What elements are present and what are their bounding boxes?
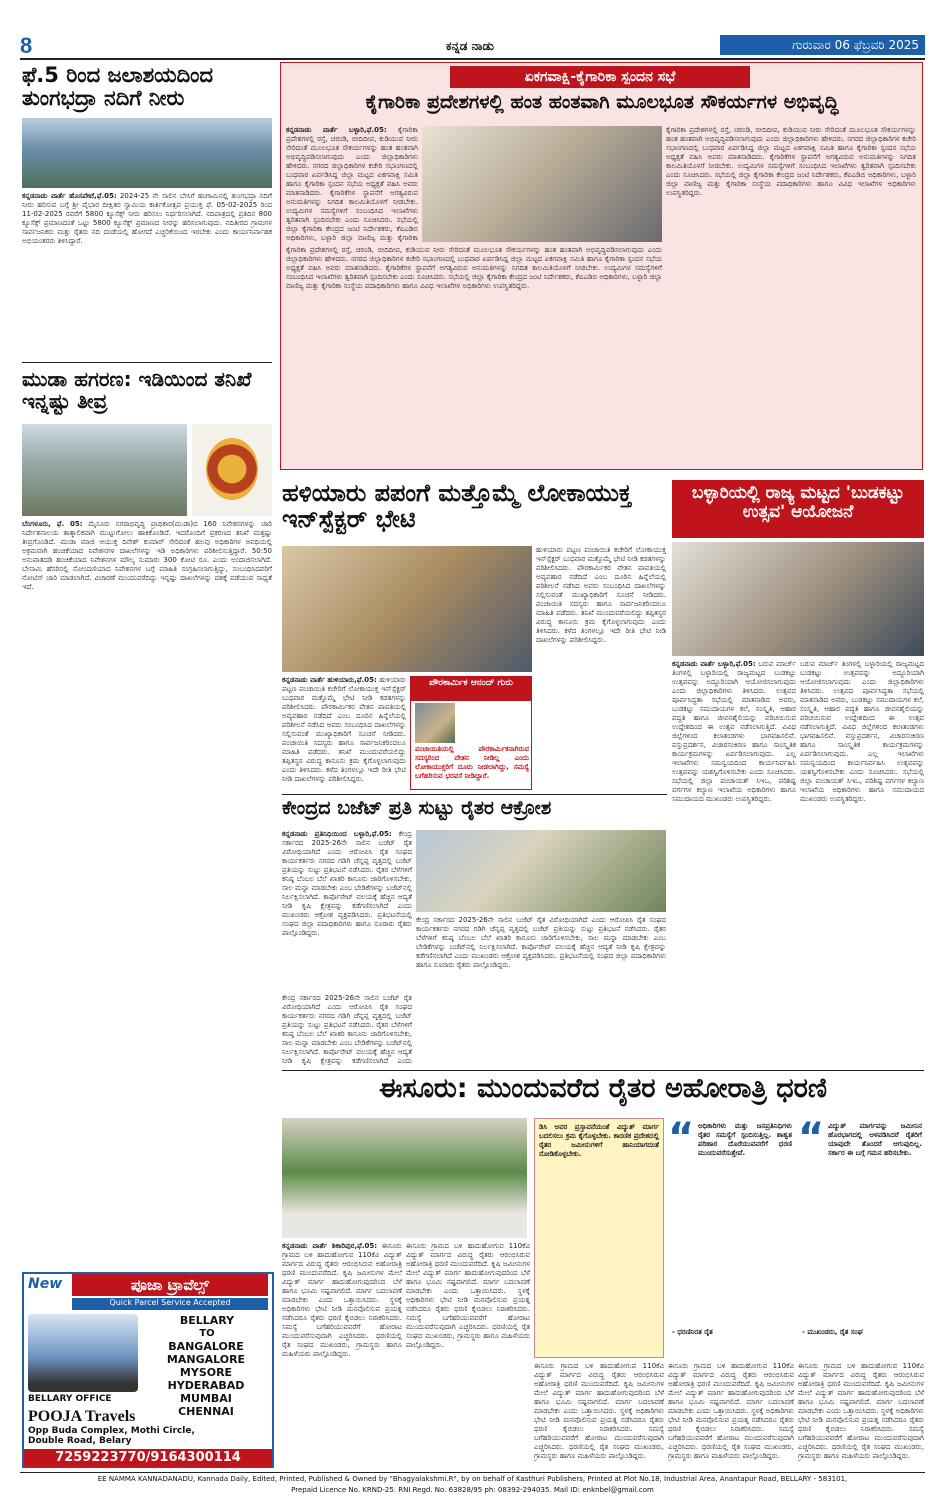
utsav-body-col1 [672,660,796,1066]
budget-body-col2 [416,916,666,1066]
worker-photo [415,703,455,743]
eesuru-sub-box [534,1118,664,1358]
quote2-text: ವಿದ್ಯುತ್ ಮಾರ್ಗವನ್ನು ಜಮೀನಿನ ಹೊರಭಾಗದಲ್ಲಿ ಅಳವಡಿಸಿದರೆ ರೈತರಿಗೆ ಯಾವುದೇ ತೊಂದರೆ ಆಗುವುದಿಲ್ಲ. ಸರ್ಕಾರ ಈ ಬಗ್ಗೆ ಗಮನ ಹರಿಸಬೇಕು. [828,1122,922,1157]
route-to: TO [199,1328,215,1339]
quote2-author: - ಮುಖಂಡರು, ರೈತ ಸಂಘ [802,1328,863,1336]
lokayukta-text: ಹುಳಿಯಾರು ಪಟ್ಟಣ ಪಂಚಾಯಿತಿ ಕಚೇರಿಗೆ ಲೋಕಾಯುಕ್ತ ಇನ್‌ಸ್ಪೆಕ್ಟರ್ ಬುಧವಾರ ಮತ್ತೊಮ್ಮೆ ಭೇಟಿ ನೀಡಿ ಕಡತಗಳನ್ನು ಪರಿಶೀಲಿಸಿದರು. ಪೌರಕಾರ್ಮಿಕರ ವೇತನ ಪಾವತಿಯಲ್ಲಿ ಅವ್ಯವಹಾರ ನಡೆದಿದೆ ಎಂಬ ದೂರಿನ ಹಿನ್ನೆಲೆಯಲ್ಲಿ ಪರಿಶೀಲನೆ ನಡೆಸಿದ ಅವರು ಸಂಬಂಧಿಸಿದ ದಾಖಲೆಗಳನ್ನು ಸಲ್ಲಿಸುವಂತೆ ಮುಖ್ಯಾಧಿಕಾರಿಗೆ ಸೂಚನೆ ನೀಡಿದರು. ಪಂಚಾಯಿತಿ ಸದಸ್ಯರು ಹಾಗೂ ಸಾರ್ವಜನಿಕರಿಂದಲೂ ಮಾಹಿತಿ ಪಡೆದರು. ತನಿಖೆ ಮುಂದುವರೆಯಲಿದ್ದು ತಪ್ಪಿತಸ್ಥರ ವಿರುದ್ಧ ಕಾನೂನು ಕ್ರಮ ಕೈಗೊಳ್ಳಲಾಗುವುದು ಎಂದು ತಿಳಿಸಿದರು. ಕಳೆದ ತಿಂಗಳಲ್ಲೂ ಇದೇ ರೀತಿ ಭೇಟಿ ನೀಡಿ ದಾಖಲೆಗಳನ್ನು ಪರಿಶೀಲಿಸಿದ್ದರು. [282,676,406,783]
lokayukta-dateline: ಕನ್ನಡನಾಡು ವಾರ್ತೆ ಹುಳಿಯಾರು,ಫೆ.05: [282,676,377,684]
eesuru-text: ಈಸೂರು ಗ್ರಾಮದ ಬಳಿ ಹಾದುಹೋಗುವ 110ಕೆವಿ ವಿದ್ಯುತ್ ಮಾರ್ಗದ ವಿರುದ್ಧ ರೈತರು ಆರಂಭಿಸಿರುವ ಅಹೋರಾತ್ರಿ ಧರಣಿ ಮುಂದುವರೆದಿದೆ. ಕೃಷಿ ಜಮೀನುಗಳ ಮೇಲೆ ವಿದ್ಯುತ್ ಮಾರ್ಗ ಹಾದುಹೋಗುವುದರಿಂದ ಬೆಳೆ ಹಾಗೂ ಭೂಮಿ ನಷ್ಟವಾಗಲಿದೆ. ಮಾರ್ಗ ಬದಲಾವಣೆ ಮಾಡಬೇಕು ಎಂದು ಒತ್ತಾಯಿಸಿದರು. ಸ್ಥಳಕ್ಕೆ ಅಧಿಕಾರಿಗಳು ಭೇಟಿ ನೀಡಿ ಮನವೊಲಿಸುವ ಪ್ರಯತ್ನ ನಡೆಸಿದರೂ ರೈತರು ಧರಣಿ ಕೈಬಿಡಲು ನಿರಾಕರಿಸಿದರು. ಸಮಸ್ಯೆ ಬಗೆಹರಿಯುವವರೆಗೆ ಹೋರಾಟ ಮುಂದುವರೆಸುವುದಾಗಿ ಎಚ್ಚರಿಸಿದರು. ಧರಣಿಯಲ್ಲಿ ರೈತ ಸಂಘದ ಮುಖಂಡರು, ಗ್ರಾಮಸ್ಥರು ಹಾಗೂ ಮಹಿಳೆಯರು ಪಾಲ್ಗೊಂಡಿದ್ದರು. [282,1242,402,1358]
eesuru-sub-text: ಡಿಸಿ ಅವರ ಪ್ರಸ್ತಾವನೆಯಂತೆ ವಿದ್ಯುತ್ ಮಾರ್ಗ ಬದಲಿಸಲು ಕ್ರಮ ಕೈಗೊಳ್ಳಬೇಕು. ಕಾರಣಿಕ ಪ್ರದೇಶದಲ್ಲಿ ರೈತರ ಜಮೀನುಗಳಿಗೆ ಹಾನಿಯಾಗದಂತೆ ನೋಡಿಕೊಳ್ಳಬೇಕು. [539,1123,659,1158]
lokayukta-photo [282,546,532,672]
footer-imprint-2: Prepaid Licence No. KRND-25. RNI Regd. No. 63828/95 ph: 08392-294035. Mail ID: enknbel@gmail.com [291,1486,654,1494]
lokayukta-box-text: ಪಂಚಾಯಿತಿಯಲ್ಲಿ ಪೌರಕಾರ್ಮಿಕನಾಗಿರುವ ಸದಸ್ಯರಿಂದ ವೇತನ ನೀಡಿಲ್ಲ ಎಂದು ಲೋಕಾಯುಕ್ತರಿಗೆ ದೂರು ನೀಡಲಾಗಿದ್ದು, ಸಮಸ್ಯೆ ಬಗೆಹರಿಸುವ ಭರವಸೆ ನೀಡಿದ್ದಾರೆ. [415,745,529,780]
eesuru-body-col2 [406,1242,530,1468]
industry-kicker: ಏಕಗವಾಕ್ಷಿ-ಕೈಗಾರಿಕಾ ಸ್ಪಂದನ ಸಭೆ [450,66,750,88]
ed-logo [192,424,272,516]
industry-body-col1 [286,126,418,242]
budget-body-col3 [282,994,412,1066]
page-number: 8 [20,33,33,58]
industry-body-col2 [286,246,662,466]
utsav-headline: ಬಳ್ಳಾರಿಯಲ್ಲಿ ರಾಜ್ಯ ಮಟ್ಟದ 'ಬುಡಕಟ್ಟು ಉತ್ಸವ' ಆಯೋಜನೆ [691,484,905,522]
lokayukta-box-title: ಪೌರಕಾರ್ಮಿಕ ಆನಂದ್ ಗುರು [411,677,531,701]
issue-date: ಗುರುವಾರ 06 ಫೆಬ್ರವರಿ 2025 [720,35,925,55]
destination: CHENNAI [178,1405,234,1418]
lokayukta-body-col-right [536,546,666,790]
budget-dateline: ಕನ್ನಡನಾಡು ಪ್ರತಿನಿಧಿಯಿಂದ ಬಳ್ಳಾರಿ,ಫೆ.05: [282,830,392,838]
destination: MANGALORE [166,1353,246,1366]
page-header [20,33,925,59]
utsav-text-cont: ಬರುವ ಮಾರ್ಚ್ ತಿಂಗಳಲ್ಲಿ ಬಳ್ಳಾರಿಯಲ್ಲಿ ರಾಜ್ಯಮಟ್ಟದ ಬುಡಕಟ್ಟು ಉತ್ಸವವನ್ನು ಅದ್ದೂರಿಯಾಗಿ ಆಯೋಜಿಸಲಾಗುವುದು ಎಂದು ಜಿಲ್ಲಾಧಿಕಾರಿಗಳು ತಿಳಿಸಿದರು. ಉತ್ಸವದ ಪೂರ್ವಸಿದ್ಧತಾ ಸಭೆಯಲ್ಲಿ ಮಾತನಾಡಿದ ಅವರು, ಬುಡಕಟ್ಟು ಸಮುದಾಯಗಳ ಕಲೆ, ಸಂಸ್ಕೃತಿ, ಆಹಾರ ಪದ್ಧತಿ ಹಾಗೂ ಜೀವನಶೈಲಿಯನ್ನು ಪರಿಚಯಿಸುವ ಉದ್ದೇಶದಿಂದ ಈ ಉತ್ಸವ ನಡೆಸಲಾಗುತ್ತಿದೆ. ವಿವಿಧ ಜಿಲ್ಲೆಗಳಿಂದ ಕಲಾತಂಡಗಳು ಭಾಗವಹಿಸಲಿವೆ. ವಸ್ತುಪ್ರದರ್ಶನ, ವಿಚಾರಸಂಕಿರಣ ಹಾಗೂ ಸಾಂಸ್ಕೃತಿಕ ಕಾರ್ಯಕ್ರಮಗಳನ್ನು ಏರ್ಪಡಿಸಲಾಗುವುದು. ಎಲ್ಲ ಇಲಾಖೆಗಳು ಸಮನ್ವಯದಿಂದ ಕಾರ್ಯನಿರ್ವಹಿಸಿ ಉತ್ಸವವನ್ನು ಯಶಸ್ವಿಗೊಳಿಸಬೇಕು ಎಂದು ಸೂಚಿಸಿದರು. ಸಭೆಯಲ್ಲಿ ಜಿಲ್ಲಾ ಪಂಚಾಯತ್ ಸಿಇಒ, ಪರಿಶಿಷ್ಟ ವರ್ಗಗಳ ಕಲ್ಯಾಣ ಇಲಾಖೆಯ ಅಧಿಕಾರಿಗಳು ಹಾಗೂ ಸಮುದಾಯದ ಮುಖಂಡರು ಉಪಸ್ಥಿತರಿದ್ದರು. [800,660,924,803]
divider [282,1070,924,1071]
ad-tagline: Quick Parcel Service Accepted [72,1298,268,1310]
industry-text-cont: ಕೈಗಾರಿಕಾ ಪ್ರದೇಶಗಳಲ್ಲಿ ರಸ್ತೆ, ಚರಂಡಿ, ಬೀದಿದೀಪ, ಕುಡಿಯುವ ನೀರು ಸೇರಿದಂತೆ ಮೂಲಭೂತ ಸೌಕರ್ಯಗಳನ್ನು ಹಂತ ಹಂತವಾಗಿ ಅಭಿವೃದ್ಧಿಪಡಿಸಲಾಗುವುದು ಎಂದು ಜಿಲ್ಲಾಧಿಕಾರಿಗಳು ಹೇಳಿದರು. ನಗರದ ಜಿಲ್ಲಾಧಿಕಾರಿಗಳ ಕಚೇರಿ ಸಭಾಂಗಣದಲ್ಲಿ ಬುಧವಾರ ಏರ್ಪಡಿಸಿದ್ದ ಜಿಲ್ಲಾ ಮಟ್ಟದ ಏಕಗವಾಕ್ಷಿ ಸಮಿತಿ ಹಾಗೂ ಕೈಗಾರಿಕಾ ಸ್ಪಂದನ ಸಭೆಯ ಅಧ್ಯಕ್ಷತೆ ವಹಿಸಿ ಅವರು ಮಾತನಾಡಿದರು. ಕೈಗಾರಿಕೆಗಳ ಸ್ಥಾಪನೆಗೆ ಅಗತ್ಯವಿರುವ ಅನುಮತಿಗಳನ್ನು ನಿಗದಿತ ಕಾಲಮಿತಿಯೊಳಗೆ ನೀಡಬೇಕು. ಉದ್ಯಮಿಗಳ ಸಮಸ್ಯೆಗಳಿಗೆ ಸಂಬಂಧಿಸಿದ ಇಲಾಖೆಗಳು ತ್ವರಿತವಾಗಿ ಸ್ಪಂದಿಸಬೇಕು ಎಂದು ಸೂಚಿಸಿದರು. ಸಭೆಯಲ್ಲಿ ಜಿಲ್ಲಾ ಕೈಗಾರಿಕಾ ಕೇಂದ್ರದ ಜಂಟಿ ನಿರ್ದೇಶಕರು, ಕೆಐಎಡಿಬಿ ಅಧಿಕಾರಿಗಳು, ಬಳ್ಳಾರಿ ಜಿಲ್ಲಾ ವಾಣಿಜ್ಯ ಮತ್ತು ಕೈಗಾರಿಕಾ ಸಂಸ್ಥೆಯ ಪದಾಧಿಕಾರಿಗಳು ಹಾಗೂ ವಿವಿಧ ಇಲಾಖೆಗಳ ಅಧಿಕಾರಿಗಳು ಉಪಸ್ಥಿತರಿದ್ದರು. [286,246,662,290]
ad-pooja-travels [22,1272,274,1468]
ad-address1: Opp Buda Complex, Mothi Circle, [28,1426,195,1436]
meeting-photo [422,126,662,242]
budget-headline: ಕೇಂದ್ರದ ಬಜೆಟ್ ಪ್ರತಿ ಸುಟ್ಟು ರೈತರ ಆಕ್ರೋಶ [282,798,552,819]
quote-icon: “ [798,1115,825,1161]
quote-box-1 [668,1115,794,1358]
destination: MUMBAI [180,1392,232,1405]
utsav-text: ಬರುವ ಮಾರ್ಚ್ ತಿಂಗಳಲ್ಲಿ ಬಳ್ಳಾರಿಯಲ್ಲಿ ರಾಜ್ಯಮಟ್ಟದ ಬುಡಕಟ್ಟು ಉತ್ಸವವನ್ನು ಅದ್ದೂರಿಯಾಗಿ ಆಯೋಜಿಸಲಾಗುವುದು ಎಂದು ಜಿಲ್ಲಾಧಿಕಾರಿಗಳು ತಿಳಿಸಿದರು. ಉತ್ಸವದ ಪೂರ್ವಸಿದ್ಧತಾ ಸಭೆಯಲ್ಲಿ ಮಾತನಾಡಿದ ಅವರು, ಬುಡಕಟ್ಟು ಸಮುದಾಯಗಳ ಕಲೆ, ಸಂಸ್ಕೃತಿ, ಆಹಾರ ಪದ್ಧತಿ ಹಾಗೂ ಜೀವನಶೈಲಿಯನ್ನು ಪರಿಚಯಿಸುವ ಉದ್ದೇಶದಿಂದ ಈ ಉತ್ಸವ ನಡೆಸಲಾಗುತ್ತಿದೆ. ವಿವಿಧ ಜಿಲ್ಲೆಗಳಿಂದ ಕಲಾತಂಡಗಳು ಭಾಗವಹಿಸಲಿವೆ. ವಸ್ತುಪ್ರದರ್ಶನ, ವಿಚಾರಸಂಕಿರಣ ಹಾಗೂ ಸಾಂಸ್ಕೃತಿಕ ಕಾರ್ಯಕ್ರಮಗಳನ್ನು ಏರ್ಪಡಿಸಲಾಗುವುದು. ಎಲ್ಲ ಇಲಾಖೆಗಳು ಸಮನ್ವಯದಿಂದ ಕಾರ್ಯನಿರ್ವಹಿಸಿ ಉತ್ಸವವನ್ನು ಯಶಸ್ವಿಗೊಳಿಸಬೇಕು ಎಂದು ಸೂಚಿಸಿದರು. ಸಭೆಯಲ್ಲಿ ಜಿಲ್ಲಾ ಪಂಚಾಯತ್ ಸಿಇಒ, ಪರಿಶಿಷ್ಟ ವರ್ಗಗಳ ಕಲ್ಯಾಣ ಇಲಾಖೆಯ ಅಧಿಕಾರಿಗಳು ಹಾಗೂ ಸಮುದಾಯದ ಮುಖಂಡರು ಉಪಸ್ಥಿತರಿದ್ದರು. [672,660,796,803]
protest-photo [416,830,666,912]
lokayukta-text-a: ಹುಳಿಯಾರು ಪಟ್ಟಣ ಪಂಚಾಯಿತಿ ಕಚೇರಿಗೆ ಲೋಕಾಯುಕ್ತ ಇನ್‌ಸ್ಪೆಕ್ಟರ್ ಬುಧವಾರ ಮತ್ತೊಮ್ಮೆ ಭೇಟಿ ನೀಡಿ ಕಡತಗಳನ್ನು ಪರಿಶೀಲಿಸಿದರು. ಪೌರಕಾರ್ಮಿಕರ ವೇತನ ಪಾವತಿಯಲ್ಲಿ ಅವ್ಯವಹಾರ ನಡೆದಿದೆ ಎಂಬ ದೂರಿನ ಹಿನ್ನೆಲೆಯಲ್ಲಿ ಪರಿಶೀಲನೆ ನಡೆಸಿದ ಅವರು ಸಂಬಂಧಿಸಿದ ದಾಖಲೆಗಳನ್ನು ಸಲ್ಲಿಸುವಂತೆ ಮುಖ್ಯಾಧಿಕಾರಿಗೆ ಸೂಚನೆ ನೀಡಿದರು. ಪಂಚಾಯಿತಿ ಸದಸ್ಯರು ಹಾಗೂ ಸಾರ್ವಜನಿಕರಿಂದಲೂ ಮಾಹಿತಿ ಪಡೆದರು. ತನಿಖೆ ಮುಂದುವರೆಯಲಿದ್ದು ತಪ್ಪಿತಸ್ಥರ ವಿರುದ್ಧ ಕಾನೂನು ಕ್ರಮ ಕೈಗೊಳ್ಳಲಾಗುವುದು ಎಂದು ತಿಳಿಸಿದರು. ಕಳೆದ ತಿಂಗಳಲ್ಲೂ ಇದೇ ರೀತಿ ಭೇಟಿ ನೀಡಿ ದಾಖಲೆಗಳನ್ನು ಪರಿಶೀಲಿಸಿದ್ದರು. [536,546,666,644]
muda-dateline: ಬೆಂಗಳೂರು, ಫೆ. 05: [22,520,83,528]
ad-phones: 7259223770/9164300114 [24,1449,272,1467]
divider [22,362,272,363]
water-headline: ಫೆ.5 ರಿಂದ ಜಲಾಶಯದಿಂದ ತುಂಗಭದ್ರಾ ನದಿಗೆ ನೀರು [22,64,214,111]
footer-imprint-1: EE NAMMA KANNADANADU, Kannada Daily, Edited, Printed, Published & Owned by "Bhagyalakshmi.R", by on behalf of Kasthuri Publishers, Printed at Plot No.18, Industrial Area, Anantapur Road, BELLARY - 583101, [97,1475,848,1483]
utsav-meeting-photo [672,542,924,656]
footer-rule [20,1472,925,1473]
ad-title: ಪೂಜಾ ಟ್ರಾವೆಲ್ಸ್ [72,1274,268,1296]
water-dateline: ಕನ್ನಡನಾಡು ವಾರ್ತೆ ಹೊಸಪೇಟೆ,ಫೆ.05: [22,192,117,200]
eesuru-headline: ಈಸೂರು: ಮುಂದುವರೆದ ರೈತರ ಅಹೋರಾತ್ರಿ ಧರಣಿ [378,1074,828,1104]
industry-text: ಕೈಗಾರಿಕಾ ಪ್ರದೇಶಗಳಲ್ಲಿ ರಸ್ತೆ, ಚರಂಡಿ, ಬೀದಿದೀಪ, ಕುಡಿಯುವ ನೀರು ಸೇರಿದಂತೆ ಮೂಲಭೂತ ಸೌಕರ್ಯಗಳನ್ನು ಹಂತ ಹಂತವಾಗಿ ಅಭಿವೃದ್ಧಿಪಡಿಸಲಾಗುವುದು ಎಂದು ಜಿಲ್ಲಾಧಿಕಾರಿಗಳು ಹೇಳಿದರು. ನಗರದ ಜಿಲ್ಲಾಧಿಕಾರಿಗಳ ಕಚೇರಿ ಸಭಾಂಗಣದಲ್ಲಿ ಬುಧವಾರ ಏರ್ಪಡಿಸಿದ್ದ ಜಿಲ್ಲಾ ಮಟ್ಟದ ಏಕಗವಾಕ್ಷಿ ಸಮಿತಿ ಹಾಗೂ ಕೈಗಾರಿಕಾ ಸ್ಪಂದನ ಸಭೆಯ ಅಧ್ಯಕ್ಷತೆ ವಹಿಸಿ ಅವರು ಮಾತನಾಡಿದರು. ಕೈಗಾರಿಕೆಗಳ ಸ್ಥಾಪನೆಗೆ ಅಗತ್ಯವಿರುವ ಅನುಮತಿಗಳನ್ನು ನಿಗದಿತ ಕಾಲಮಿತಿಯೊಳಗೆ ನೀಡಬೇಕು. ಉದ್ಯಮಿಗಳ ಸಮಸ್ಯೆಗಳಿಗೆ ಸಂಬಂಧಿಸಿದ ಇಲಾಖೆಗಳು ತ್ವರಿತವಾಗಿ ಸ್ಪಂದಿಸಬೇಕು ಎಂದು ಸೂಚಿಸಿದರು. ಸಭೆಯಲ್ಲಿ ಜಿಲ್ಲಾ ಕೈಗಾರಿಕಾ ಕೇಂದ್ರದ ಜಂಟಿ ನಿರ್ದೇಶಕರು, ಕೆಐಎಡಿಬಿ ಅಧಿಕಾರಿಗಳು, ಬಳ್ಳಾರಿ ಜಿಲ್ಲಾ ವಾಣಿಜ್ಯ ಮತ್ತು ಕೈಗಾರಿಕಾ [286,126,418,242]
industry-body-col3 [666,126,916,466]
route-from: BELLARY [179,1314,235,1327]
budget-body-col1 [282,830,412,990]
industry-text-cont2: ಕೈಗಾರಿಕಾ ಪ್ರದೇಶಗಳಲ್ಲಿ ರಸ್ತೆ, ಚರಂಡಿ, ಬೀದಿದೀಪ, ಕುಡಿಯುವ ನೀರು ಸೇರಿದಂತೆ ಮೂಲಭೂತ ಸೌಕರ್ಯಗಳನ್ನು ಹಂತ ಹಂತವಾಗಿ ಅಭಿವೃದ್ಧಿಪಡಿಸಲಾಗುವುದು ಎಂದು ಜಿಲ್ಲಾಧಿಕಾರಿಗಳು ಹೇಳಿದರು. ನಗರದ ಜಿಲ್ಲಾಧಿಕಾರಿಗಳ ಕಚೇರಿ ಸಭಾಂಗಣದಲ್ಲಿ ಬುಧವಾರ ಏರ್ಪಡಿಸಿದ್ದ ಜಿಲ್ಲಾ ಮಟ್ಟದ ಏಕಗವಾಕ್ಷಿ ಸಮಿತಿ ಹಾಗೂ ಕೈಗಾರಿಕಾ ಸ್ಪಂದನ ಸಭೆಯ ಅಧ್ಯಕ್ಷತೆ ವಹಿಸಿ ಅವರು ಮಾತನಾಡಿದರು. ಕೈಗಾರಿಕೆಗಳ ಸ್ಥಾಪನೆಗೆ ಅಗತ್ಯವಿರುವ ಅನುಮತಿಗಳನ್ನು ನಿಗದಿತ ಕಾಲಮಿತಿಯೊಳಗೆ ನೀಡಬೇಕು. ಉದ್ಯಮಿಗಳ ಸಮಸ್ಯೆಗಳಿಗೆ ಸಂಬಂಧಿಸಿದ ಇಲಾಖೆಗಳು ತ್ವರಿತವಾಗಿ ಸ್ಪಂದಿಸಬೇಕು ಎಂದು ಸೂಚಿಸಿದರು. ಸಭೆಯಲ್ಲಿ ಜಿಲ್ಲಾ ಕೈಗಾರಿಕಾ ಕೇಂದ್ರದ ಜಂಟಿ ನಿರ್ದೇಶಕರು, ಕೆಐಎಡಿಬಿ ಅಧಿಕಾರಿಗಳು, ಬಳ್ಳಾರಿ ಜಿಲ್ಲಾ ವಾಣಿಜ್ಯ ಮತ್ತು ಕೈಗಾರಿಕಾ ಸಂಸ್ಥೆಯ ಪದಾಧಿಕಾರಿಗಳು ಹಾಗೂ ವಿವಿಧ ಇಲಾಖೆಗಳ ಅಧಿಕಾರಿಗಳು ಉಪಸ್ಥಿತರಿದ್ದರು. [666,126,916,197]
quote1-author: - ಧರಣಿನಿರತ ರೈತ [672,1328,713,1336]
budget-text-cont2: ಕೇಂದ್ರ ಸರ್ಕಾರದ 2025-26ನೇ ಸಾಲಿನ ಬಜೆಟ್ ರೈತ ವಿರೋಧಿಯಾಗಿದೆ ಎಂದು ಆರೋಪಿಸಿ ರೈತ ಸಂಘದ ಕಾರ್ಯಕರ್ತರು ನಗರದ ಗಡಿಗಿ ಚೆನ್ನಪ್ಪ ವೃತ್ತದಲ್ಲಿ ಬಜೆಟ್ ಪ್ರತಿಯನ್ನು ಸುಟ್ಟು ಪ್ರತಿಭಟನೆ ನಡೆಸಿದರು. ರೈತರ ಬೆಳೆಗಳಿಗೆ ಕನಿಷ್ಠ ಬೆಂಬಲ ಬೆಲೆ ಖಾತರಿ ಕಾನೂನು ಜಾರಿಗೊಳಿಸಬೇಕು, ಸಾಲ ಮನ್ನಾ ಮಾಡಬೇಕು ಎಂಬ ಬೇಡಿಕೆಗಳನ್ನು ಬಜೆಟ್‌ನಲ್ಲಿ ನಿರ್ಲಕ್ಷಿಸಲಾಗಿದೆ. ಕಾರ್ಪೊರೇಟ್ ವಲಯಕ್ಕೆ ಹೆಚ್ಚಿನ ಆದ್ಯತೆ ನೀಡಿ ಕೃಷಿ ಕ್ಷೇತ್ರವನ್ನು ಕಡೆಗಣಿಸಲಾಗಿದೆ ಎಂದು [282,994,412,1065]
eesuru-text-cont: ಈಸೂರು ಗ್ರಾಮದ ಬಳಿ ಹಾದುಹೋಗುವ 110ಕೆವಿ ವಿದ್ಯುತ್ ಮಾರ್ಗದ ವಿರುದ್ಧ ರೈತರು ಆರಂಭಿಸಿರುವ ಅಹೋರಾತ್ರಿ ಧರಣಿ ಮುಂದುವರೆದಿದೆ. ಕೃಷಿ ಜಮೀನುಗಳ ಮೇಲೆ ವಿದ್ಯುತ್ ಮಾರ್ಗ ಹಾದುಹೋಗುವುದರಿಂದ ಬೆಳೆ ಹಾಗೂ ಭೂಮಿ ನಷ್ಟವಾಗಲಿದೆ. ಮಾರ್ಗ ಬದಲಾವಣೆ ಮಾಡಬೇಕು ಎಂದು ಒತ್ತಾಯಿಸಿದರು. ಸ್ಥಳಕ್ಕೆ ಅಧಿಕಾರಿಗಳು ಭೇಟಿ ನೀಡಿ ಮನವೊಲಿಸುವ ಪ್ರಯತ್ನ ನಡೆಸಿದರೂ ರೈತರು ಧರಣಿ ಕೈಬಿಡಲು ನಿರಾಕರಿಸಿದರು. ಸಮಸ್ಯೆ ಬಗೆಹರಿಯುವವರೆಗೆ ಹೋರಾಟ ಮುಂದುವರೆಸುವುದಾಗಿ ಎಚ್ಚರಿಸಿದರು. ಧರಣಿಯಲ್ಲಿ ರೈತ ಸಂಘದ ಮುಖಂಡರು, ಗ್ರಾಮಸ್ಥರು ಹಾಗೂ ಮಹಿಳೆಯರು ಪಾಲ್ಗೊಂಡಿದ್ದರು. [406,1242,530,1349]
muda-body [22,520,272,1080]
muda-headline: ಮುಡಾ ಹಗರಣ: ಇಡಿಯಿಂದ ತನಿಖೆ ಇನ್ನಷ್ಟು ತೀವ್ರ [22,368,252,413]
utsav-body-col2 [800,660,924,1066]
budget-text-cont: ಕೇಂದ್ರ ಸರ್ಕಾರದ 2025-26ನೇ ಸಾಲಿನ ಬಜೆಟ್ ರೈತ ವಿರೋಧಿಯಾಗಿದೆ ಎಂದು ಆರೋಪಿಸಿ ರೈತ ಸಂಘದ ಕಾರ್ಯಕರ್ತರು ನಗರದ ಗಡಿಗಿ ಚೆನ್ನಪ್ಪ ವೃತ್ತದಲ್ಲಿ ಬಜೆಟ್ ಪ್ರತಿಯನ್ನು ಸುಟ್ಟು ಪ್ರತಿಭಟನೆ ನಡೆಸಿದರು. ರೈತರ ಬೆಳೆಗಳಿಗೆ ಕನಿಷ್ಠ ಬೆಂಬಲ ಬೆಲೆ ಖಾತರಿ ಕಾನೂನು ಜಾರಿಗೊಳಿಸಬೇಕು, ಸಾಲ ಮನ್ನಾ ಮಾಡಬೇಕು ಎಂಬ ಬೇಡಿಕೆಗಳನ್ನು ಬಜೆಟ್‌ನಲ್ಲಿ ನಿರ್ಲಕ್ಷಿಸಲಾಗಿದೆ. ಕಾರ್ಪೊರೇಟ್ ವಲಯಕ್ಕೆ ಹೆಚ್ಚಿನ ಆದ್ಯತೆ ನೀಡಿ ಕೃಷಿ ಕ್ಷೇತ್ರವನ್ನು ಕಡೆಗಣಿಸಲಾಗಿದೆ ಎಂದು ಮುಖಂಡರು ಆಕ್ರೋಶ ವ್ಯಕ್ತಪಡಿಸಿದರು. ಪ್ರತಿಭಟನೆಯಲ್ಲಿ ಸಂಘದ ಜಿಲ್ಲಾ ಪದಾಧಿಕಾರಿಗಳು ಹಾಗೂ ನೂರಾರು ರೈತರು ಪಾಲ್ಗೊಂಡಿದ್ದರು. [416,916,666,969]
ad-address2: Double Road, Belary [28,1436,132,1446]
muda-text: ಮೈಸೂರು ನಗರಾಭಿವೃದ್ಧಿ ಪ್ರಾಧಿಕಾರ(ಮುಡಾ)ದ 160 ನಿವೇಶನಗಳನ್ನು ಜಾರಿ ನಿರ್ದೇಶನಾಲಯ ತಾತ್ಕಾಲಿಕವಾಗಿ ಮುಟ್ಟುಗೋಲು ಹಾಕಿಕೊಂಡಿದೆ. ಇದರೊಂದಿಗೆ ಪ್ರಕರಣದ ತನಿಖೆ ಮತ್ತಷ್ಟು ತೀವ್ರಗೊಂಡಿದೆ. ಮುಡಾ ಮಾಜಿ ಆಯುಕ್ತ ದಿನೇಶ್ ಕುಮಾರ್ ಸೇರಿದಂತೆ ಹಲವು ಅಧಿಕಾರಿಗಳ ಅವಧಿಯಲ್ಲಿ ಅಕ್ರಮವಾಗಿ ಹಂಚಿಕೆಯಾದ ನಿವೇಶನಗಳ ದಾಖಲೆಗಳನ್ನು ಇಡಿ ಅಧಿಕಾರಿಗಳು ಪರಿಶೀಲಿಸುತ್ತಿದ್ದಾರೆ. 50:50 ಅನುಪಾತದಡಿ ಹಂಚಿಕೆಯಾದ ನಿವೇಶನಗಳ ಮೌಲ್ಯ ಸುಮಾರು 300 ಕೋಟಿ ರೂ. ಎಂದು ಅಂದಾಜಿಸಲಾಗಿದೆ. ಬೇನಾಮಿ ಹೆಸರಿನಲ್ಲಿ ನೋಂದಣಿಯಾದ ನಿವೇಶನಗಳ ಬಗ್ಗೆ ಮಾಹಿತಿ ಸಂಗ್ರಹಿಸಲಾಗುತ್ತಿದ್ದು, ಸಂಬಂಧಿಸಿದವರಿಗೆ ನೋಟಿಸ್ ಜಾರಿ ಮಾಡಲಾಗಿದೆ. ವಿಚಾರಣೆ ಮುಂದುವರೆದಿದ್ದು ಇನ್ನಷ್ಟು ದಾಖಲೆಗಳನ್ನು ವಶಕ್ಕೆ ಪಡೆಯುವ ಸಾಧ್ಯತೆ ಇದೆ. [22,520,272,591]
quote-box-2 [798,1115,924,1358]
quote1-text: ಅಧಿಕಾರಿಗಳು ಮತ್ತು ಜನಪ್ರತಿನಿಧಿಗಳು ರೈತರ ಸಮಸ್ಯೆಗೆ ಸ್ಪಂದಿಸುತ್ತಿಲ್ಲ. ಶಾಶ್ವತ ಪರಿಹಾರ ದೊರೆಯುವವರೆಗೆ ಧರಣಿ ಮುಂದುವರೆಸುತ್ತೇವೆ. [698,1122,792,1157]
eesuru-body-col5 [798,1362,924,1468]
eesuru-text-cont4: ಈಸೂರು ಗ್ರಾಮದ ಬಳಿ ಹಾದುಹೋಗುವ 110ಕೆವಿ ವಿದ್ಯುತ್ ಮಾರ್ಗದ ವಿರುದ್ಧ ರೈತರು ಆರಂಭಿಸಿರುವ ಅಹೋರಾತ್ರಿ ಧರಣಿ ಮುಂದುವರೆದಿದೆ. ಕೃಷಿ ಜಮೀನುಗಳ ಮೇಲೆ ವಿದ್ಯುತ್ ಮಾರ್ಗ ಹಾದುಹೋಗುವುದರಿಂದ ಬೆಳೆ ಹಾಗೂ ಭೂಮಿ ನಷ್ಟವಾಗಲಿದೆ. ಮಾರ್ಗ ಬದಲಾವಣೆ ಮಾಡಬೇಕು ಎಂದು ಒತ್ತಾಯಿಸಿದರು. ಸ್ಥಳಕ್ಕೆ ಅಧಿಕಾರಿಗಳು ಭೇಟಿ ನೀಡಿ ಮನವೊಲಿಸುವ ಪ್ರಯತ್ನ ನಡೆಸಿದರೂ ರೈತರು ಧರಣಿ ಕೈಬಿಡಲು ನಿರಾಕರಿಸಿದರು. ಸಮಸ್ಯೆ ಬಗೆಹರಿಯುವವರೆಗೆ ಹೋರಾಟ ಮುಂದುವರೆಸುವುದಾಗಿ ಎಚ್ಚರಿಸಿದರು. ಧರಣಿಯಲ್ಲಿ ರೈತ ಸಂಘದ ಮುಖಂಡರು, ಗ್ರಾಮಸ್ಥರು ಹಾಗೂ ಮಹಿಳೆಯರು ಪಾಲ್ಗೊಂಡಿದ್ದರು. [798,1362,924,1460]
eesuru-body-col4 [668,1362,794,1468]
muda-building-photo [22,424,187,516]
eesuru-text-cont3: ಈಸೂರು ಗ್ರಾಮದ ಬಳಿ ಹಾದುಹೋಗುವ 110ಕೆವಿ ವಿದ್ಯುತ್ ಮಾರ್ಗದ ವಿರುದ್ಧ ರೈತರು ಆರಂಭಿಸಿರುವ ಅಹೋರಾತ್ರಿ ಧರಣಿ ಮುಂದುವರೆದಿದೆ. ಕೃಷಿ ಜಮೀನುಗಳ ಮೇಲೆ ವಿದ್ಯುತ್ ಮಾರ್ಗ ಹಾದುಹೋಗುವುದರಿಂದ ಬೆಳೆ ಹಾಗೂ ಭೂಮಿ ನಷ್ಟವಾಗಲಿದೆ. ಮಾರ್ಗ ಬದಲಾವಣೆ ಮಾಡಬೇಕು ಎಂದು ಒತ್ತಾಯಿಸಿದರು. ಸ್ಥಳಕ್ಕೆ ಅಧಿಕಾರಿಗಳು ಭೇಟಿ ನೀಡಿ ಮನವೊಲಿಸುವ ಪ್ರಯತ್ನ ನಡೆಸಿದರೂ ರೈತರು ಧರಣಿ ಕೈಬಿಡಲು ನಿರಾಕರಿಸಿದರು. ಸಮಸ್ಯೆ ಬಗೆಹರಿಯುವವರೆಗೆ ಹೋರಾಟ ಮುಂದುವರೆಸುವುದಾಗಿ ಎಚ್ಚರಿಸಿದರು. ಧರಣಿಯಲ್ಲಿ ರೈತ ಸಂಘದ ಮುಖಂಡರು, ಗ್ರಾಮಸ್ಥರು ಹಾಗೂ ಮಹಿಳೆಯರು ಪಾಲ್ಗೊಂಡಿದ್ದರು. [668,1362,794,1460]
industry-headline: ಕೈಗಾರಿಕಾ ಪ್ರದೇಶಗಳಲ್ಲಿ ಹಂತ ಹಂತವಾಗಿ ಮೂಲಭೂತ ಸೌಕರ್ಯಗಳ ಅಭಿವೃದ್ಧಿ [365,92,839,113]
destination: BANGALORE [168,1340,244,1353]
eesuru-body-col1 [282,1242,402,1468]
quote-icon: “ [668,1115,695,1161]
dharani-photo [282,1118,527,1238]
utsav-headline-box [672,480,924,538]
eesuru-body-col3 [534,1362,664,1468]
water-text: 2024-25 ನೇ ಸಾಲಿನ ಬೇಸಿಗೆ ಹಂಗಾಮಿನಲ್ಲಿ ತುಂಗಭದ್ರಾ ನದಿಗೆ ನೀರು ಹರಿಸುವ ಬಗ್ಗೆ ಶ್ರೀ ವೈಭಾರ ದೀಕ್ಷಿತರ ಸ್ವಾಮಿಯ ಕಾರ್ತಿಕೋತ್ಸವ ಪ್ರಯುಕ್ತ ಫೆ. 05-02-2025 ರಿಂದ 11-02-2025 ರವರೆಗೆ 5800 ಕ್ಯೂಸೆಕ್ಸ್ ನೀರು ಹರಿಸಲು ನಿರ್ಧರಿಸಲಾಗಿದೆ. ನದಿಪಾತ್ರದಲ್ಲಿ ಪ್ರತಿದಿನ 800 ಕ್ಯೂಸೆಕ್ಸ್ ಪ್ರಮಾಣದಂತೆ ಒಟ್ಟು 5800 ಕ್ಯೂಸೆಕ್ಸ್ ಪ್ರಮಾಣದ ನೀರನ್ನು ಹರಿಸಲಾಗುವುದು. ನದಿತೀರದ ಗ್ರಾಮಗಳ ಸಾರ್ವಜನಿಕರು ಮತ್ತು ರೈತರು ನದಿ ದಂಡೆಯಲ್ಲಿ ಹೋಗದೆ ಎಚ್ಚರಿಕೆಯಿಂದ ಇರಬೇಕು ಎಂದು ಕಾರ್ಯನಿರ್ವಾಹಕ ಅಭಿಯಂತರರು ತಿಳಿಸಿದ್ದಾರೆ. [22,192,272,245]
budget-text: ಕೇಂದ್ರ ಸರ್ಕಾರದ 2025-26ನೇ ಸಾಲಿನ ಬಜೆಟ್ ರೈತ ವಿರೋಧಿಯಾಗಿದೆ ಎಂದು ಆರೋಪಿಸಿ ರೈತ ಸಂಘದ ಕಾರ್ಯಕರ್ತರು ನಗರದ ಗಡಿಗಿ ಚೆನ್ನಪ್ಪ ವೃತ್ತದಲ್ಲಿ ಬಜೆಟ್ ಪ್ರತಿಯನ್ನು ಸುಟ್ಟು ಪ್ರತಿಭಟನೆ ನಡೆಸಿದರು. ರೈತರ ಬೆಳೆಗಳಿಗೆ ಕನಿಷ್ಠ ಬೆಂಬಲ ಬೆಲೆ ಖಾತರಿ ಕಾನೂನು ಜಾರಿಗೊಳಿಸಬೇಕು, ಸಾಲ ಮನ್ನಾ ಮಾಡಬೇಕು ಎಂಬ ಬೇಡಿಕೆಗಳನ್ನು ಬಜೆಟ್‌ನಲ್ಲಿ ನಿರ್ಲಕ್ಷಿಸಲಾಗಿದೆ. ಕಾರ್ಪೊರೇಟ್ ವಲಯಕ್ಕೆ ಹೆಚ್ಚಿನ ಆದ್ಯತೆ ನೀಡಿ ಕೃಷಿ ಕ್ಷೇತ್ರವನ್ನು ಕಡೆಗಣಿಸಲಾಗಿದೆ ಎಂದು ಮುಖಂಡರು ಆಕ್ರೋಶ ವ್ಯಕ್ತಪಡಿಸಿದರು. ಪ್ರತಿಭಟನೆಯಲ್ಲಿ ಸಂಘದ ಜಿಲ್ಲಾ ಪದಾಧಿಕಾರಿಗಳು ಹಾಗೂ ನೂರಾರು ರೈತರು ಪಾಲ್ಗೊಂಡಿದ್ದರು. [282,830,412,937]
ad-company: POOJA Travels [28,1408,136,1425]
destination: HYDERABAD [167,1379,245,1392]
divider [282,794,667,795]
eesuru-text-cont2: ಈಸೂರು ಗ್ರಾಮದ ಬಳಿ ಹಾದುಹೋಗುವ 110ಕೆವಿ ವಿದ್ಯುತ್ ಮಾರ್ಗದ ವಿರುದ್ಧ ರೈತರು ಆರಂಭಿಸಿರುವ ಅಹೋರಾತ್ರಿ ಧರಣಿ ಮುಂದುವರೆದಿದೆ. ಕೃಷಿ ಜಮೀನುಗಳ ಮೇಲೆ ವಿದ್ಯುತ್ ಮಾರ್ಗ ಹಾದುಹೋಗುವುದರಿಂದ ಬೆಳೆ ಹಾಗೂ ಭೂಮಿ ನಷ್ಟವಾಗಲಿದೆ. ಮಾರ್ಗ ಬದಲಾವಣೆ ಮಾಡಬೇಕು ಎಂದು ಒತ್ತಾಯಿಸಿದರು. ಸ್ಥಳಕ್ಕೆ ಅಧಿಕಾರಿಗಳು ಭೇಟಿ ನೀಡಿ ಮನವೊಲಿಸುವ ಪ್ರಯತ್ನ ನಡೆಸಿದರೂ ರೈತರು ಧರಣಿ ಕೈಬಿಡಲು ನಿರಾಕರಿಸಿದರು. ಸಮಸ್ಯೆ ಬಗೆಹರಿಯುವವರೆಗೆ ಹೋರಾಟ ಮುಂದುವರೆಸುವುದಾಗಿ ಎಚ್ಚರಿಸಿದರು. ಧರಣಿಯಲ್ಲಿ ರೈತ ಸಂಘದ ಮುಖಂಡರು, ಗ್ರಾಮಸ್ಥರು ಹಾಗೂ ಮಹಿಳೆಯರು ಪಾಲ್ಗೊಂಡಿದ್ದರು. [534,1362,664,1460]
water-body [22,192,272,358]
lokayukta-box [410,676,532,790]
bus-image [28,1314,138,1392]
industry-dateline: ಕನ್ನಡನಾಡು ವಾರ್ತೆ ಬಳ್ಳಾರಿ,ಫೆ.05: [286,126,387,134]
destination: MYSORE [179,1366,233,1379]
eesuru-dateline: ಕನ್ನಡನಾಡು ವಾರ್ತೆ ಶಿಕಾರಿಪುರ,ಫೆ.05: [282,1242,378,1250]
ad-office: BELLARY OFFICE [28,1394,112,1404]
ad-new-badge: New [28,1276,63,1292]
lokayukta-headline: ಹಳಿಯಾರು ಪಪಂಗೆ ಮತ್ತೊಮ್ಮೆ ಲೋಕಾಯುಕ್ತ ಇನ್‌ಸ್ಪೆಕ್ಟರ್ ಭೇಟಿ [282,480,632,534]
lokayukta-body-col1 [282,676,406,790]
dam-photo [22,118,272,188]
masthead: ಕನ್ನಡ ನಾಡು [446,39,494,53]
ed-emblem-icon [206,438,258,500]
utsav-dateline: ಕನ್ನಡನಾಡು ವಾರ್ತೆ ಬಳ್ಳಾರಿ,ಫೆ.05: [672,660,756,668]
header-rule [20,58,925,60]
